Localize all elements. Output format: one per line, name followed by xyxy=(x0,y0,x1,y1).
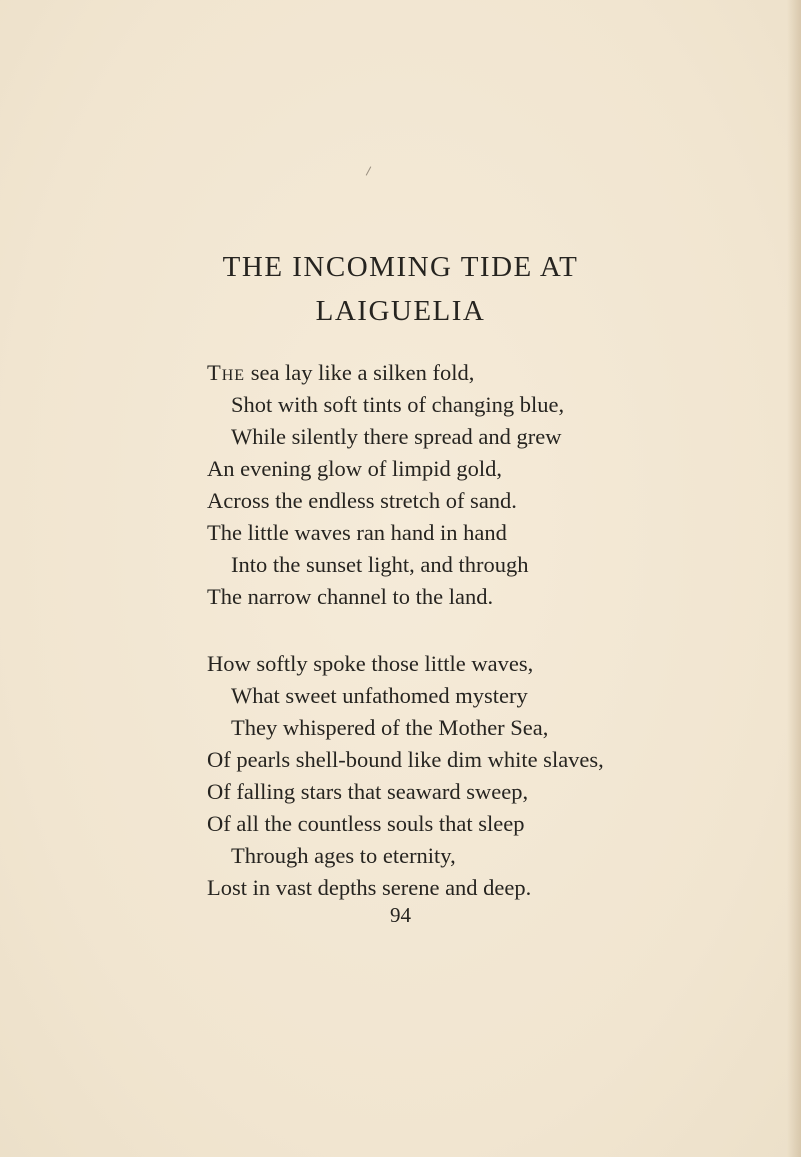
stanza-1-line-7: Into the sunset light, and through xyxy=(231,552,529,577)
stanza-2-line-5: Of falling stars that seaward sweep, xyxy=(207,779,529,804)
stanza-2-line-6: Of all the countless souls that sleep xyxy=(207,811,525,836)
stanza-1-line-2: Shot with soft tints of changing blue, xyxy=(231,392,565,417)
stanza-2-line-3: They whispered of the Mother Sea, xyxy=(231,715,549,740)
stanza-1-line-4: An evening glow of limpid gold, xyxy=(207,456,502,481)
stanza-2-line-8: Lost in vast depths serene and deep. xyxy=(207,875,532,900)
stanza-2-line-7: Through ages to eternity, xyxy=(231,843,456,868)
page-number: 94 xyxy=(390,903,411,927)
stanza-1-line-1 xyxy=(207,358,474,388)
stanza-1-line-1-text: sea lay like a silken fold, xyxy=(245,360,475,385)
stanza-1-line-8: The narrow channel to the land. xyxy=(207,584,494,609)
stanza-2-line-1: How softly spoke those little waves, xyxy=(207,651,534,676)
stanza-1-line-5: Across the endless stretch of sand. xyxy=(207,488,517,513)
pencil-mark xyxy=(366,166,372,175)
stanza-2-line-2: What sweet unfathomed mystery xyxy=(231,683,528,708)
poem-title-line-1: THE INCOMING TIDE AT xyxy=(222,251,579,283)
stanza-1-line-3: While silently there spread and grew xyxy=(231,424,562,449)
stanza-1-line-6: The little waves ran hand in hand xyxy=(207,520,507,545)
page-edge-shadow xyxy=(787,0,801,1157)
small-caps-opening-word: The xyxy=(207,360,246,385)
poem-title-line-2: LAIGUELIA xyxy=(315,295,486,327)
stanza-2-line-4: Of pearls shell-bound like dim white slaves, xyxy=(207,747,604,772)
